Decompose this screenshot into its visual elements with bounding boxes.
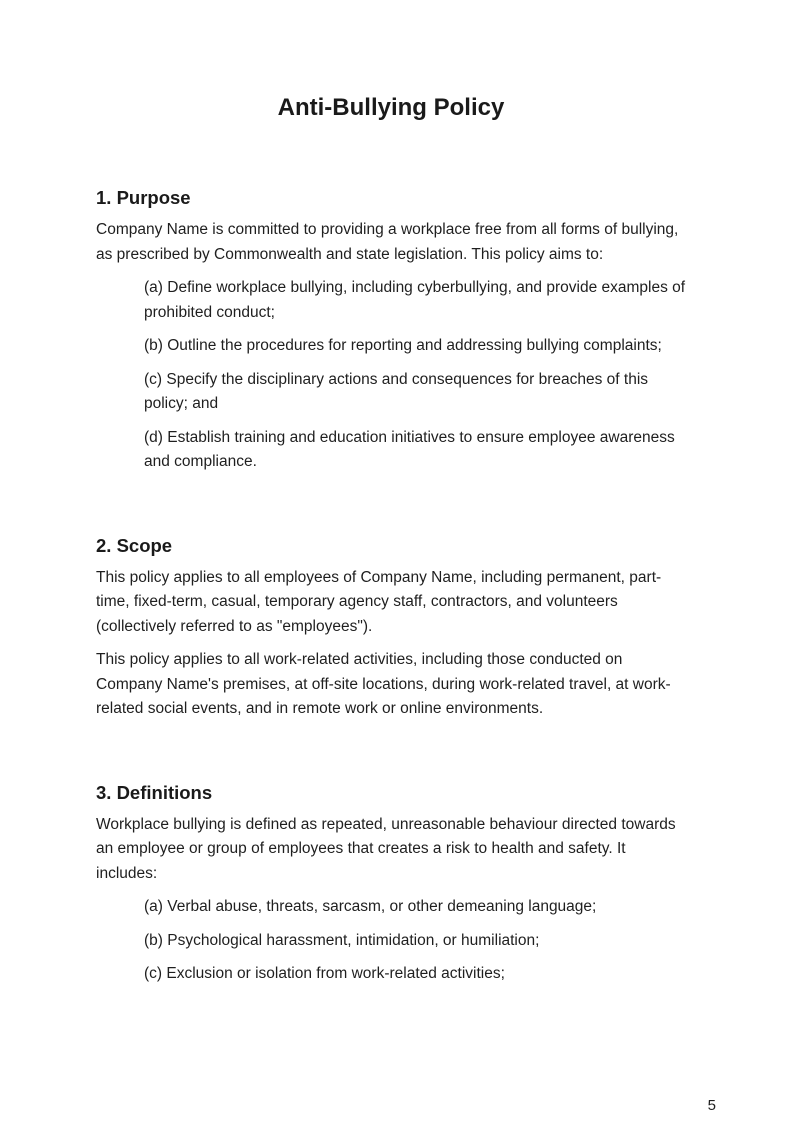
list-item: (d) Establish training and education initiatives to ensure employee awareness and compliance. [144,428,675,470]
section-heading-definitions: 3. Definitions [96,781,213,803]
list-item: (c) Specify the disciplinary actions and consequences for breaches of this policy; and [144,370,649,412]
section-definitions [96,782,686,987]
list-item: (a) Define workplace bullying, including cyberbullying, and provide examples of prohibited conduct; [144,279,686,321]
paragraph: Workplace bullying is defined as repeated, unreasonable behaviour directed towards an employee or group of employees that creates a risk to health and safety. It includes: [96,815,676,882]
lettered-list [96,276,686,475]
section-purpose [96,187,686,475]
list-item: (b) Psychological harassment, intimidation, or humiliation; [144,931,540,949]
paragraph: Company Name is committed to providing a workplace free from all forms of bullying, as prescribed by Commonwealth and state legislation. This policy aims to: [96,221,679,263]
page-number: 5 [707,1097,716,1114]
list-item: (c) Exclusion or isolation from work-related activities; [144,965,505,982]
list-item: (b) Outline the procedures for reporting and addressing bullying complaints; [144,337,662,354]
section-heading-scope: 2. Scope [96,534,173,556]
document-content [96,0,686,996]
paragraph: This policy applies to all work-related activities, including those conducted on Company Name's premises, at off-site locations, during work-related travel, at work-related social events, and in remote work or online environments. [96,651,671,717]
section-scope [96,535,686,722]
paragraph: This policy applies to all employees of Company Name, including permanent, part-time, fixed-term, casual, temporary agency staff, contractors, and volunteers (collectively referred to as "employees"). [96,568,662,635]
lettered-list [96,895,686,987]
section-heading-purpose: 1. Purpose [96,187,191,208]
document-title: Anti-Bullying Policy [277,94,505,121]
list-item: (a) Verbal abuse, threats, sarcasm, or other demeaning language; [144,898,597,915]
